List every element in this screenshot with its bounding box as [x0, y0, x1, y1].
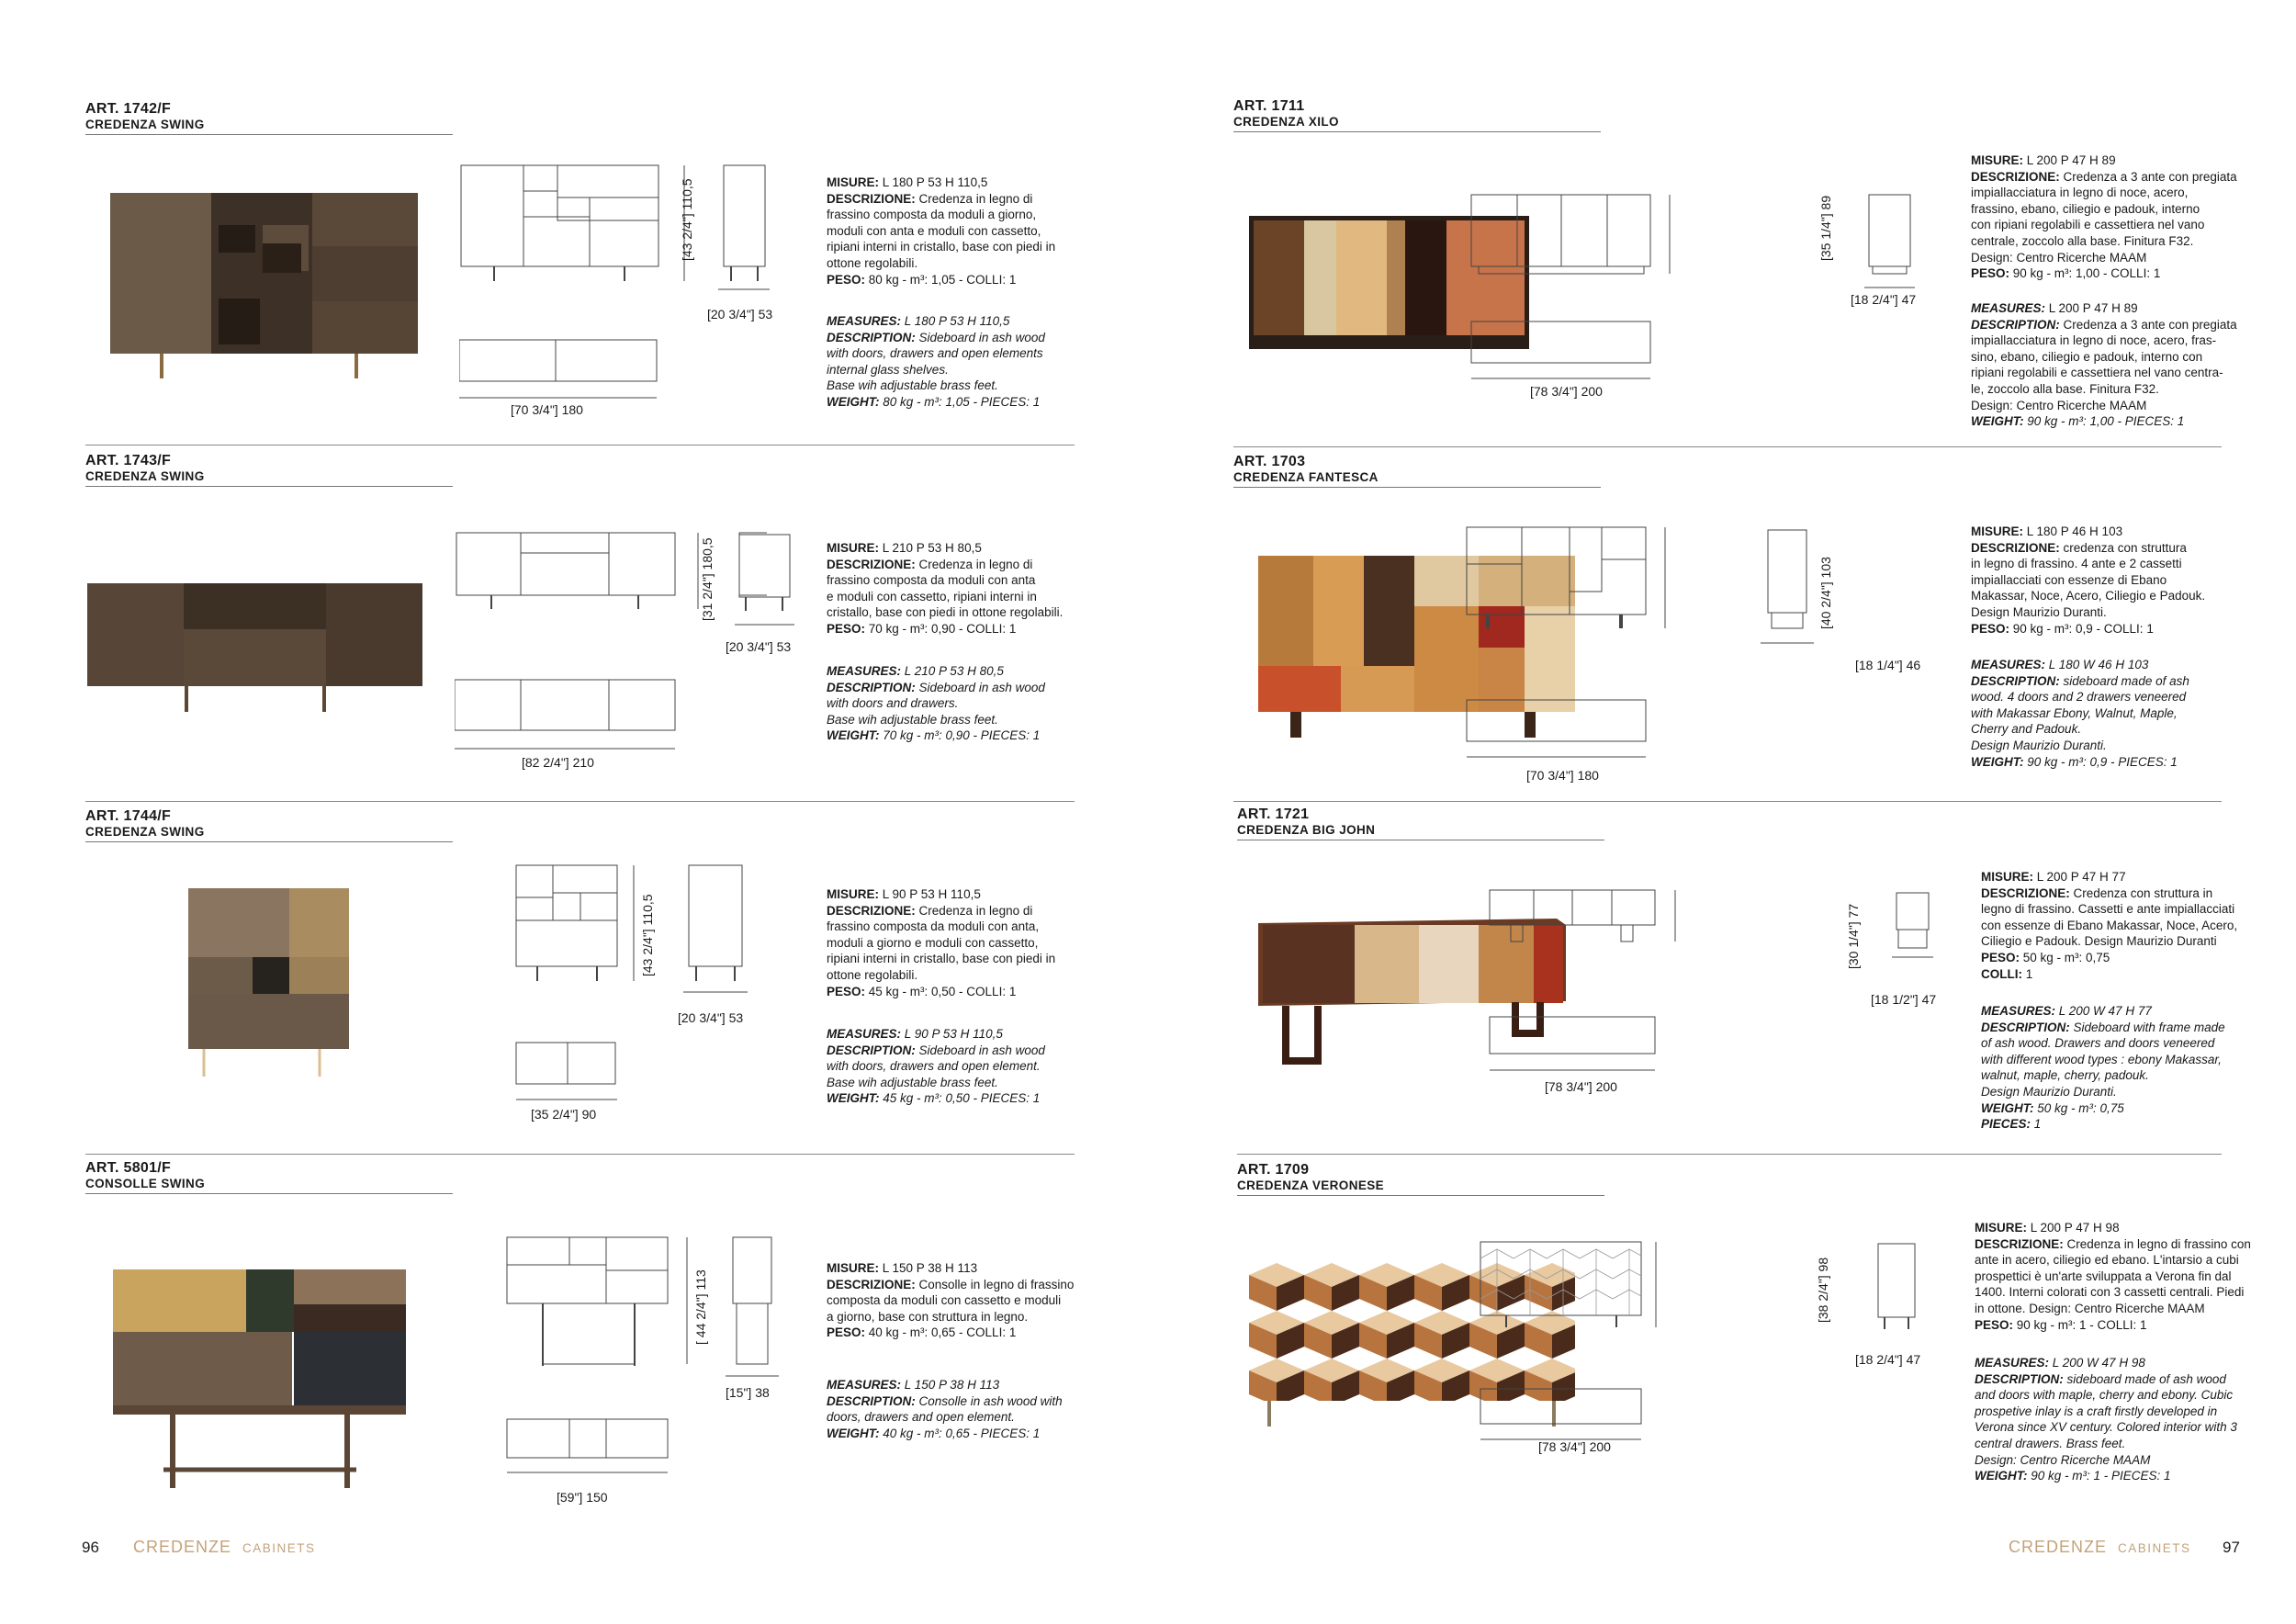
- depth-dimension: [18 2/4"] 47: [1851, 292, 1917, 307]
- width-dimension: [78 3/4"] 200: [1538, 1439, 1611, 1454]
- section-title: CREDENZE CABINETS: [2009, 1538, 2191, 1556]
- desc-line: con ripiani regolabili e cassettiera nel vano: [1971, 218, 2205, 232]
- desc-line: MEASURES: L 180 P 53 H 110,5: [827, 314, 1010, 328]
- desc-line: walnut, maple, cherry, padouk.: [1981, 1068, 2149, 1083]
- desc-line: DESCRIPTION: Sideboard in ash wood: [827, 1043, 1045, 1057]
- desc-line: Design Maurizio Duranti.: [1971, 738, 2107, 752]
- desc-line: WEIGHT: 90 kg - m³: 0,9 - PIECES: 1: [1971, 754, 2178, 769]
- desc-line: MEASURES: L 150 P 38 H 113: [827, 1378, 1000, 1392]
- desc-line: Base wih adjustable brass feet.: [827, 1075, 998, 1089]
- desc-line: ottone regolabili.: [827, 255, 918, 270]
- desc-line: frassino composta da moduli a giorno,: [827, 208, 1037, 222]
- article-number: ART. 5801/F: [85, 1160, 172, 1176]
- height-dimension: [40 2/4"] 103: [1818, 557, 1833, 629]
- product-photo: [184, 886, 354, 1088]
- desc-line: DESCRIPTION: Sideboard in ash wood: [827, 330, 1045, 344]
- desc-line: frassino composta da moduli con anta: [827, 573, 1036, 588]
- desc-line: DESCRIZIONE: credenza con struttura: [1971, 540, 2187, 555]
- desc-line: with doors, drawers and open elements: [827, 346, 1043, 361]
- desc-line: DESCRIZIONE: Credenza in legno di: [827, 191, 1033, 206]
- height-dimension: [43 2/4"] 110,5: [640, 894, 655, 976]
- depth-dimension: [20 3/4"] 53: [707, 307, 773, 321]
- desc-line: PESO: 90 kg - m³: 1 - COLLI: 1: [1975, 1317, 2147, 1332]
- desc-line: WEIGHT: 90 kg - m³: 1 - PIECES: 1: [1975, 1469, 2171, 1483]
- desc-line: MISURE: L 200 P 47 H 98: [1975, 1221, 2120, 1235]
- description-english: [827, 313, 1045, 411]
- product-header: [85, 101, 453, 135]
- desc-line: WEIGHT: 90 kg - m³: 1,00 - PIECES: 1: [1971, 414, 2185, 429]
- description-english: [827, 1026, 1045, 1107]
- desc-line: frassino, ebano, ciliegio e padouk, interno: [1971, 201, 2200, 216]
- desc-line: impiallacciatura in legno di noce, acero,: [1971, 186, 2189, 200]
- technical-drawing: [1469, 193, 1727, 386]
- technical-drawing-side: [735, 533, 799, 634]
- desc-line: PESO: 45 kg - m³: 0,50 - COLLI: 1: [827, 984, 1017, 998]
- desc-line: e moduli con cassetto, ripiani interni in: [827, 589, 1037, 603]
- height-dimension: [30 1/4"] 77: [1846, 903, 1861, 969]
- desc-line: DESCRIZIONE: Consolle in legno di frassino: [827, 1277, 1075, 1291]
- divider: [1233, 446, 2222, 447]
- description-italian: [827, 886, 1055, 999]
- description-italian: [1981, 869, 2237, 982]
- desc-line: impiallacciati con essenze di Ebano: [1971, 572, 2167, 587]
- desc-line: MEASURES: L 200 W 47 H 77: [1981, 1004, 2152, 1018]
- article-number: ART. 1743/F: [85, 453, 172, 468]
- desc-line: with doors and drawers.: [827, 696, 959, 711]
- technical-drawing: [514, 863, 753, 1121]
- desc-line: WEIGHT: 50 kg - m³: 0,75: [1981, 1100, 2124, 1115]
- desc-line: moduli con anta e moduli con cassetto,: [827, 223, 1041, 238]
- model-name: CREDENZA BIG JOHN: [1237, 823, 1376, 837]
- desc-line: central drawers. Brass feet.: [1975, 1436, 2126, 1450]
- model-name: CREDENZA SWING: [85, 118, 205, 131]
- model-name: CREDENZA XILO: [1233, 115, 1339, 129]
- desc-line: Base wih adjustable brass feet.: [827, 378, 998, 393]
- section-title: CREDENZE CABINETS: [133, 1538, 316, 1556]
- desc-line: PESO: 50 kg - m³: 0,75: [1981, 950, 2110, 964]
- width-dimension: [70 3/4"] 180: [1526, 768, 1599, 783]
- desc-line: in legno di frassino. 4 ante e 2 cassetti: [1971, 557, 2182, 571]
- desc-line: le, zoccolo alla base. Finitura F32.: [1971, 381, 2159, 396]
- desc-line: sino, ebano, ciliegio e padouk, interno con: [1971, 349, 2203, 364]
- height-dimension: [ 44 2/4"] 113: [693, 1269, 708, 1345]
- divider: [85, 1154, 1075, 1155]
- desc-line: DESCRIZIONE: Credenza in legno di: [827, 903, 1033, 918]
- desc-line: MISURE: L 200 P 47 H 89: [1971, 153, 2116, 167]
- desc-line: PIECES: 1: [1981, 1117, 2042, 1132]
- desc-line: MEASURES: L 210 P 53 H 80,5: [827, 664, 1004, 678]
- product-header: [1237, 1162, 1604, 1196]
- width-dimension: [59"] 150: [557, 1490, 608, 1505]
- description-english: [1981, 1003, 2225, 1133]
- description-english: [1971, 657, 2189, 770]
- desc-line: ripiani interni in cristallo, base con piedi in: [827, 952, 1056, 966]
- desc-line: composta da moduli con cassetto e moduli: [827, 1293, 1062, 1308]
- product-header: [1233, 454, 1601, 488]
- desc-line: WEIGHT: 80 kg - m³: 1,05 - PIECES: 1: [827, 394, 1041, 409]
- desc-line: a giorno, base con struttura in legno.: [827, 1309, 1029, 1324]
- desc-line: ottone regolabili.: [827, 967, 918, 982]
- description-italian: [1971, 152, 2237, 282]
- model-name: CREDENZA SWING: [85, 825, 205, 839]
- technical-drawing: [455, 531, 767, 761]
- desc-line: WEIGHT: 40 kg - m³: 0,65 - PIECES: 1: [827, 1426, 1041, 1440]
- technical-drawing: [1465, 525, 1841, 773]
- desc-line: DESCRIZIONE: Credenza in legno di frassino con: [1975, 1236, 2251, 1251]
- desc-line: MEASURES: L 180 W 46 H 103: [1971, 658, 2149, 671]
- depth-dimension: [15"] 38: [726, 1385, 770, 1400]
- desc-line: DESCRIPTION: Sideboard in ash wood: [827, 680, 1045, 694]
- technical-drawing-side: [1864, 193, 1929, 294]
- desc-line: PESO: 40 kg - m³: 0,65 - COLLI: 1: [827, 1325, 1017, 1340]
- desc-line: cristallo, base con piedi in ottone regolabili.: [827, 605, 1064, 620]
- model-name: CREDENZA FANTESCA: [1233, 470, 1379, 484]
- desc-line: Base wih adjustable brass feet.: [827, 712, 998, 727]
- desc-line: WEIGHT: 70 kg - m³: 0,90 - PIECES: 1: [827, 728, 1041, 743]
- product-header: [1233, 98, 1601, 132]
- height-dimension: [31 2/4"] 180,5: [700, 537, 715, 621]
- product-photo: [108, 1268, 411, 1497]
- desc-line: doors, drawers and open element.: [827, 1410, 1015, 1425]
- article-number: ART. 1711: [1233, 98, 1305, 114]
- width-dimension: [78 3/4"] 200: [1545, 1079, 1617, 1094]
- desc-line: DESCRIZIONE: Credenza con struttura in: [1981, 885, 2213, 900]
- width-dimension: [70 3/4"] 180: [511, 402, 583, 417]
- desc-line: prospetive inlay is a craft firstly developed in: [1975, 1404, 2218, 1418]
- description-italian: [827, 1260, 1074, 1341]
- desc-line: DESCRIZIONE: Credenza in legno di: [827, 557, 1033, 571]
- model-name: CREDENZA SWING: [85, 469, 205, 483]
- right-page: [1148, 0, 2296, 1624]
- desc-line: DESCRIPTION: Credenza a 3 ante con pregiata: [1971, 317, 2237, 332]
- width-dimension: [35 2/4"] 90: [531, 1107, 597, 1122]
- desc-line: MISURE: L 200 P 47 H 77: [1981, 870, 2126, 884]
- model-name: CONSOLLE SWING: [85, 1177, 206, 1190]
- article-number: ART. 1742/F: [85, 101, 172, 117]
- width-dimension: [82 2/4"] 210: [522, 755, 594, 770]
- desc-line: Verona since XV century. Colored interior with 3: [1975, 1420, 2237, 1435]
- product-header: [1237, 806, 1604, 840]
- depth-dimension: [20 3/4"] 53: [726, 639, 792, 654]
- desc-line: impiallacciatura in legno di noce, acero, fras-: [1971, 333, 2217, 348]
- height-dimension: [43 2/4"] 110,5: [680, 178, 694, 261]
- desc-line: MISURE: L 180 P 46 H 103: [1971, 524, 2123, 538]
- description-english: [827, 1377, 1063, 1441]
- desc-line: MEASURES: L 200 W 47 H 98: [1975, 1356, 2145, 1370]
- technical-drawing: [1479, 1240, 1763, 1451]
- divider: [1233, 801, 2222, 802]
- article-number: ART. 1709: [1237, 1162, 1310, 1178]
- product-photo: [108, 188, 421, 381]
- desc-line: MISURE: L 210 P 53 H 80,5: [827, 541, 982, 555]
- desc-line: prospettici è un'arte sviluppata a Verona fin dal: [1975, 1269, 2232, 1283]
- desc-line: in ottone. Design: Centro Ricerche MAAM: [1975, 1301, 2205, 1315]
- product-photo: [85, 579, 425, 716]
- desc-line: frassino composta da moduli con anta,: [827, 919, 1040, 934]
- desc-line: ripiani interni in cristallo, base con piedi in: [827, 240, 1056, 254]
- description-italian: [827, 540, 1063, 637]
- width-dimension: [78 3/4"] 200: [1530, 384, 1603, 399]
- desc-line: Design: Centro Ricerche MAAM: [1975, 1452, 2151, 1467]
- desc-line: COLLI: 1: [1981, 966, 2033, 981]
- desc-line: MEASURES: L 90 P 53 H 110,5: [827, 1027, 1003, 1041]
- desc-line: DESCRIPTION: Consolle in ash wood with: [827, 1393, 1063, 1408]
- desc-line: PESO: 70 kg - m³: 0,90 - COLLI: 1: [827, 621, 1017, 636]
- model-name: CREDENZA VERONESE: [1237, 1179, 1385, 1192]
- depth-dimension: [20 3/4"] 53: [678, 1010, 744, 1025]
- desc-line: of ash wood. Drawers and doors veneered: [1981, 1036, 2215, 1051]
- desc-line: with Makassar Ebony, Walnut, Maple,: [1971, 705, 2178, 720]
- divider: [85, 801, 1075, 802]
- description-italian: [1975, 1220, 2251, 1333]
- technical-drawing-side: [1874, 1242, 1938, 1343]
- desc-line: Ciliegio e Padouk. Design Maurizio Duranti: [1981, 934, 2217, 949]
- divider: [1237, 1154, 2222, 1155]
- desc-line: DESCRIPTION: sideboard made of ash: [1971, 673, 2189, 688]
- desc-line: with different wood types : ebony Makassar,: [1981, 1052, 2222, 1066]
- technical-drawing-side: [1892, 891, 1947, 992]
- desc-line: with doors, drawers and open element.: [827, 1059, 1041, 1074]
- desc-line: Design: Centro Ricerche MAAM: [1971, 398, 2147, 412]
- desc-line: Cherry and Padouk.: [1971, 722, 2082, 737]
- desc-line: MISURE: L 90 P 53 H 110,5: [827, 887, 981, 901]
- depth-dimension: [18 1/2"] 47: [1871, 992, 1937, 1007]
- desc-line: Makassar, Noce, Acero, Ciliegio e Padouk.: [1971, 589, 2206, 603]
- desc-line: PESO: 90 kg - m³: 1,00 - COLLI: 1: [1971, 266, 2161, 281]
- desc-line: PESO: 80 kg - m³: 1,05 - COLLI: 1: [827, 272, 1017, 287]
- description-italian: [827, 175, 1055, 288]
- page-number: 96: [82, 1539, 99, 1556]
- desc-line: centrale, zoccolo alla base. Finitura F32.: [1971, 233, 2194, 248]
- page-number: 97: [2223, 1539, 2240, 1556]
- technical-drawing: [1488, 888, 1809, 1090]
- desc-line: WEIGHT: 45 kg - m³: 0,50 - PIECES: 1: [827, 1091, 1041, 1106]
- description-english: [1975, 1355, 2237, 1484]
- product-header: [85, 1160, 453, 1194]
- description-italian: [1971, 524, 2205, 637]
- desc-line: DESCRIPTION: Sideboard with frame made: [1981, 1020, 2225, 1034]
- desc-line: con essenze di Ebano Makassar, Noce, Acero,: [1981, 918, 2238, 932]
- desc-line: Design Maurizio Duranti.: [1981, 1084, 2117, 1099]
- height-dimension: [38 2/4"] 98: [1816, 1257, 1830, 1323]
- desc-line: wood. 4 doors and 2 drawers veneered: [1971, 690, 2187, 705]
- depth-dimension: [18 1/4"] 46: [1855, 658, 1921, 672]
- desc-line: internal glass shelves.: [827, 362, 949, 377]
- height-dimension: [35 1/4"] 89: [1818, 195, 1833, 261]
- description-english: [827, 663, 1045, 744]
- desc-line: DESCRIZIONE: Credenza a 3 ante con pregiata: [1971, 169, 2237, 184]
- desc-line: ante in acero, ciliegio ed ebano. L'intarsio a cubi: [1975, 1253, 2239, 1268]
- desc-line: MISURE: L 150 P 38 H 113: [827, 1261, 978, 1275]
- desc-line: Design: Centro Ricerche MAAM: [1971, 250, 2147, 265]
- desc-line: and doors with maple, cherry and ebony. Cubic: [1975, 1388, 2234, 1403]
- article-number: ART. 1703: [1233, 454, 1306, 469]
- desc-line: legno di frassino. Cassetti e ante impiallacciati: [1981, 902, 2235, 917]
- desc-line: Design Maurizio Duranti.: [1971, 604, 2107, 619]
- desc-line: MISURE: L 180 P 53 H 110,5: [827, 175, 988, 189]
- article-number: ART. 1744/F: [85, 808, 172, 824]
- desc-line: moduli a giorno e moduli con cassetto,: [827, 935, 1039, 950]
- technical-drawing: [505, 1235, 799, 1483]
- desc-line: ripiani regolabili e cassettiera nel vano centra-: [1971, 366, 2223, 380]
- desc-line: 1400. Interni colorati con 3 cassetti centrali. Piedi: [1975, 1285, 2245, 1300]
- desc-line: DESCRIPTION: sideboard made of ash wood: [1975, 1371, 2226, 1386]
- article-number: ART. 1721: [1237, 806, 1310, 822]
- depth-dimension: [18 2/4"] 47: [1855, 1352, 1921, 1367]
- technical-drawing: [459, 164, 771, 407]
- description-english: [1971, 300, 2237, 430]
- product-header: [85, 453, 453, 487]
- desc-line: MEASURES: L 200 P 47 H 89: [1971, 301, 2138, 315]
- desc-line: PESO: 90 kg - m³: 0,9 - COLLI: 1: [1971, 621, 2154, 636]
- product-header: [85, 808, 453, 842]
